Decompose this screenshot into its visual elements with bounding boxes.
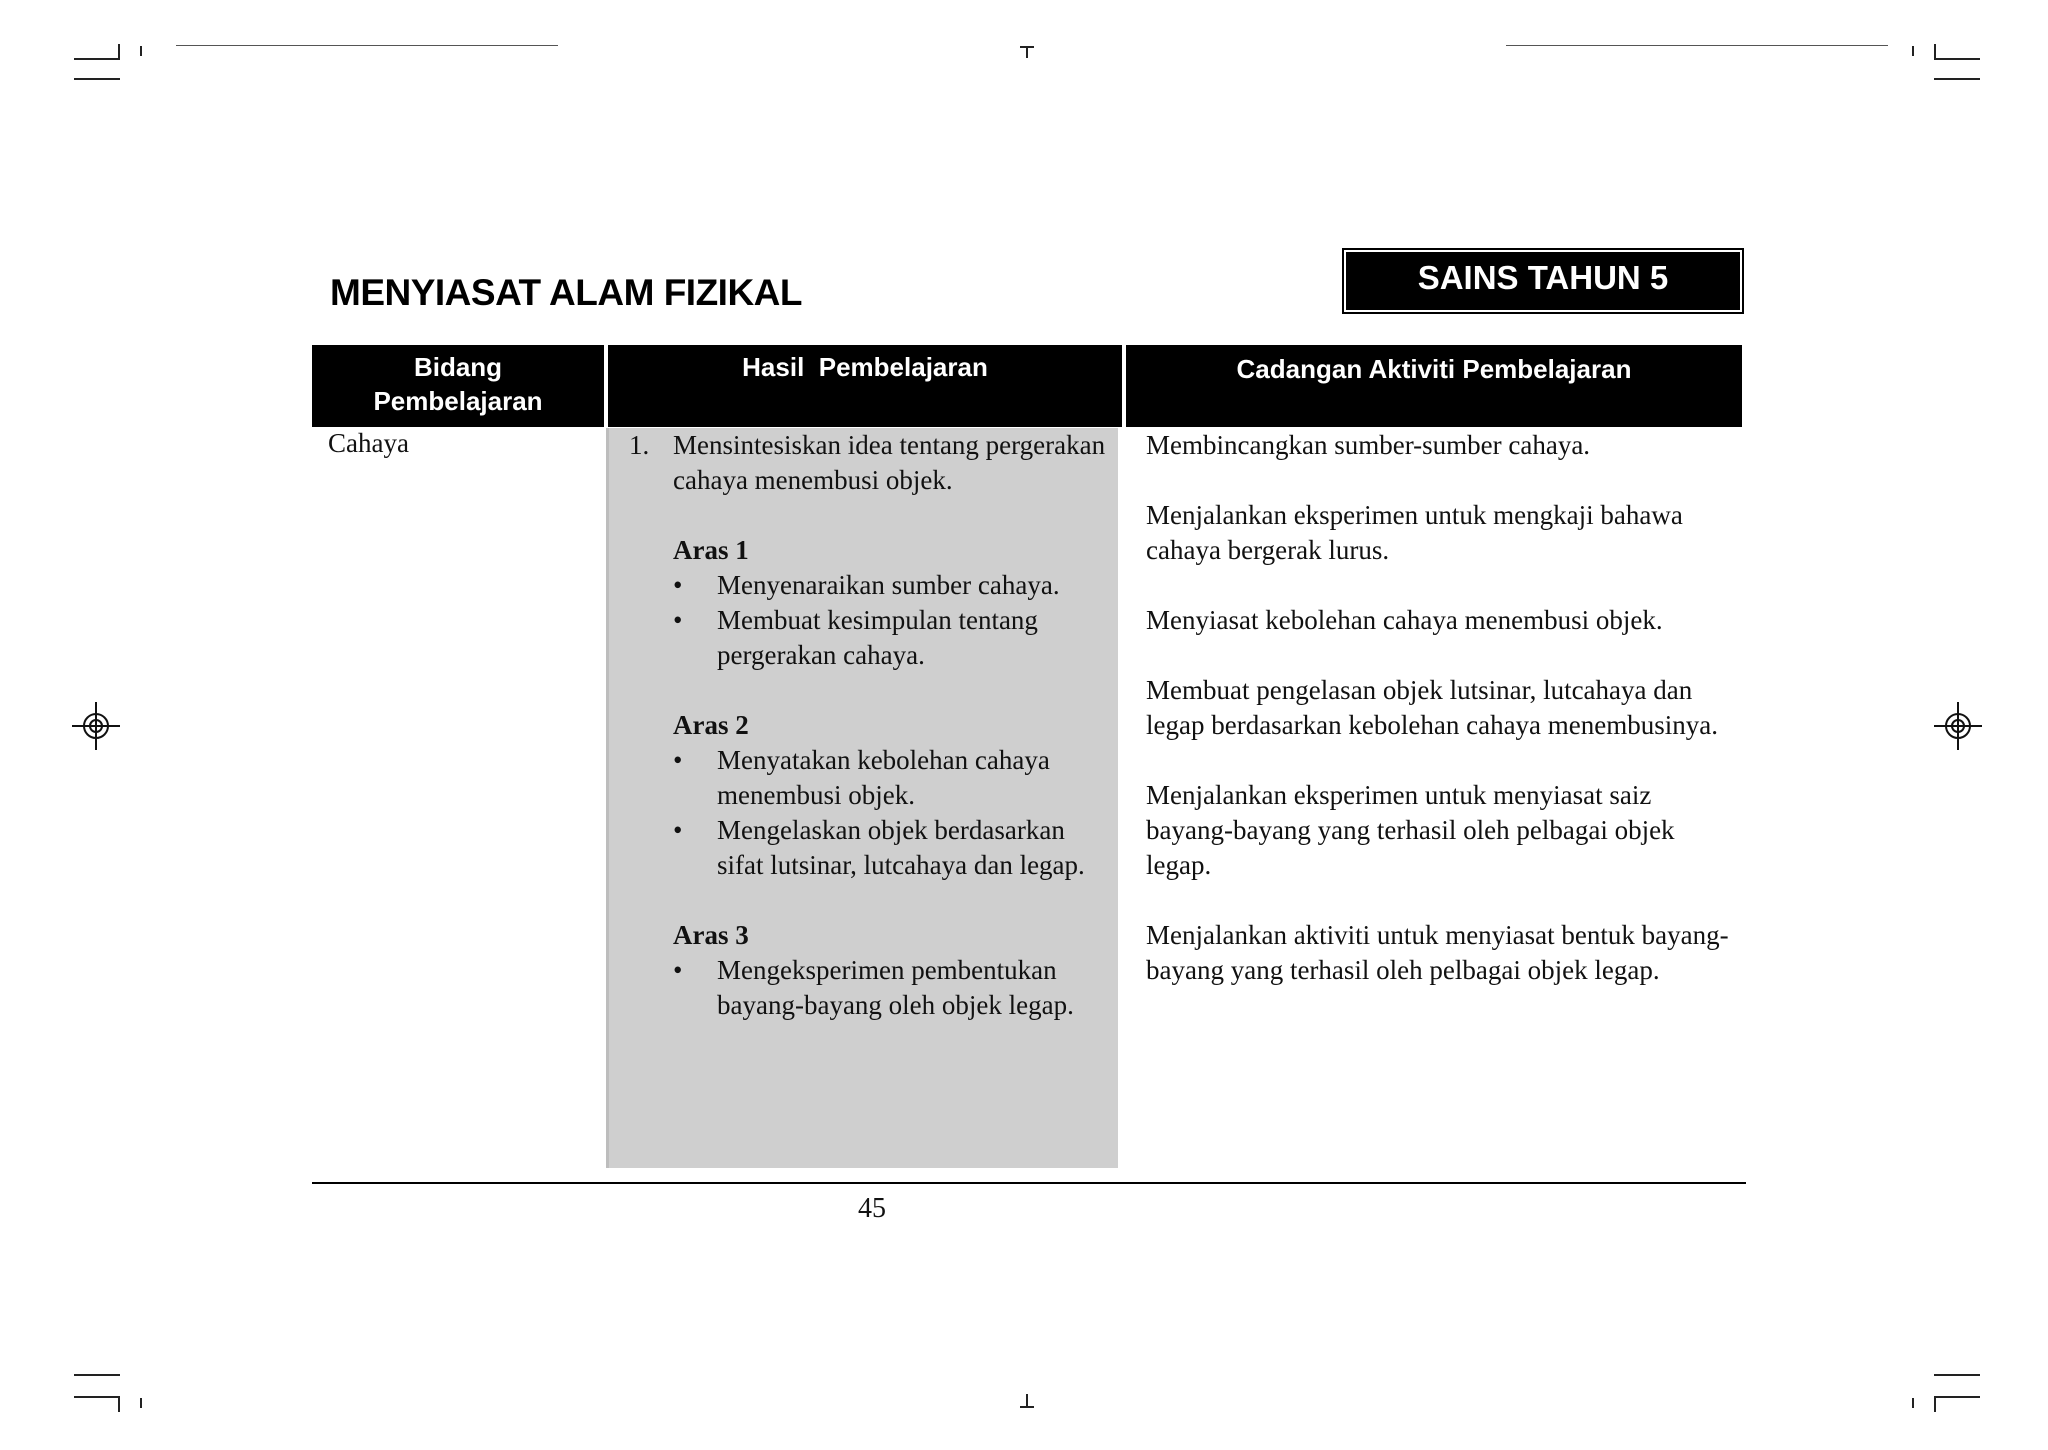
- activity-item: Menjalankan eksperimen untuk menyiasat saiz bayang-bayang yang terhasil oleh pelbagai objek legap.: [1146, 780, 1675, 880]
- column-header-aktiviti: Cadangan Aktiviti Pembelajaran: [1126, 345, 1742, 427]
- hasil-statement: [629, 428, 1114, 498]
- bullet-icon: •: [673, 570, 683, 600]
- column-header-line: Pembelajaran: [373, 386, 543, 416]
- registration-mark-icon: [1932, 700, 1984, 752]
- activity-item: Membincangkan sumber-sumber cahaya.: [1146, 430, 1591, 460]
- activity-item: Menjalankan aktiviti untuk menyiasat bentuk bayang-bayang yang terhasil oleh pelbagai objek legap.: [1146, 920, 1729, 985]
- bullet-icon: •: [673, 745, 683, 775]
- page-title: MENYIASAT ALAM FIZIKAL: [330, 272, 803, 313]
- crop-mark: [1912, 46, 1914, 56]
- crop-mark: [74, 58, 120, 60]
- bidang-cell: Cahaya: [328, 428, 409, 458]
- crop-mark: [74, 1396, 120, 1398]
- crop-mark: [1020, 1406, 1034, 1408]
- list-item: [673, 813, 1114, 883]
- column-header-line: Bidang: [413, 352, 503, 382]
- activity-item: Membuat pengelasan objek lutsinar, lutcahaya dan legap berdasarkan kebolehan cahaya menembusinya.: [1146, 675, 1718, 740]
- crop-mark: [118, 1396, 120, 1412]
- crop-mark: [1934, 1374, 1980, 1376]
- table-bottom-rule: [312, 1182, 1746, 1184]
- list-item-text: Menyenaraikan sumber cahaya.: [717, 570, 1060, 600]
- crop-mark: [1934, 78, 1980, 80]
- level-label: Aras 3: [673, 920, 749, 950]
- crop-mark: [74, 78, 120, 80]
- hasil-cell: [606, 428, 1118, 1168]
- list-item: [673, 953, 1114, 1023]
- activity-item: Menyiasat kebolehan cahaya menembusi objek.: [1146, 605, 1663, 635]
- column-header-hasil: Hasil Pembelajaran: [608, 345, 1122, 427]
- list-item: [673, 568, 1114, 603]
- activity-item: Menjalankan eksperimen untuk mengkaji bahawa cahaya bergerak lurus.: [1146, 500, 1683, 565]
- bullet-icon: •: [673, 605, 683, 635]
- level-label: Aras 1: [673, 535, 749, 565]
- registration-mark-icon: [70, 700, 122, 752]
- list-item-text: Menyatakan kebolehan cahaya menembusi objek.: [717, 745, 1050, 810]
- crop-mark: [140, 1398, 142, 1408]
- crop-mark: [74, 1374, 120, 1376]
- statement-text: [673, 428, 1105, 498]
- statement-line: Mensintesiskan idea tentang pergerakan: [673, 430, 1106, 460]
- crop-mark: [1026, 1394, 1028, 1406]
- trim-line: [1506, 45, 1888, 46]
- list-item-text: Mengelaskan objek berdasarkan sifat lutsinar, lutcahaya dan legap.: [717, 815, 1085, 880]
- trim-line: [176, 45, 558, 46]
- bullet-icon: •: [673, 955, 683, 985]
- list-item-text: Membuat kesimpulan tentang pergerakan cahaya.: [717, 605, 1038, 670]
- crop-mark: [140, 46, 142, 56]
- bullet-icon: •: [673, 815, 683, 845]
- crop-mark: [1934, 1396, 1936, 1412]
- crop-mark: [1934, 58, 1980, 60]
- list-item: [673, 743, 1114, 813]
- page-number: 45: [858, 1193, 886, 1224]
- crop-mark: [118, 44, 120, 60]
- subject-badge: SAINS TAHUN 5: [1344, 250, 1742, 312]
- list-item: [673, 603, 1114, 673]
- aktiviti-cell: [1146, 428, 1746, 1023]
- item-number: 1.: [629, 430, 650, 460]
- column-header-bidang: [312, 345, 604, 427]
- statement-line: cahaya menembusi objek.: [673, 465, 953, 495]
- crop-mark: [1934, 1396, 1980, 1398]
- crop-mark: [1912, 1398, 1914, 1408]
- level-label: Aras 2: [673, 710, 749, 740]
- list-item-text: Mengeksperimen pembentukan bayang-bayang oleh objek legap.: [717, 955, 1074, 1020]
- crop-mark: [1020, 46, 1034, 48]
